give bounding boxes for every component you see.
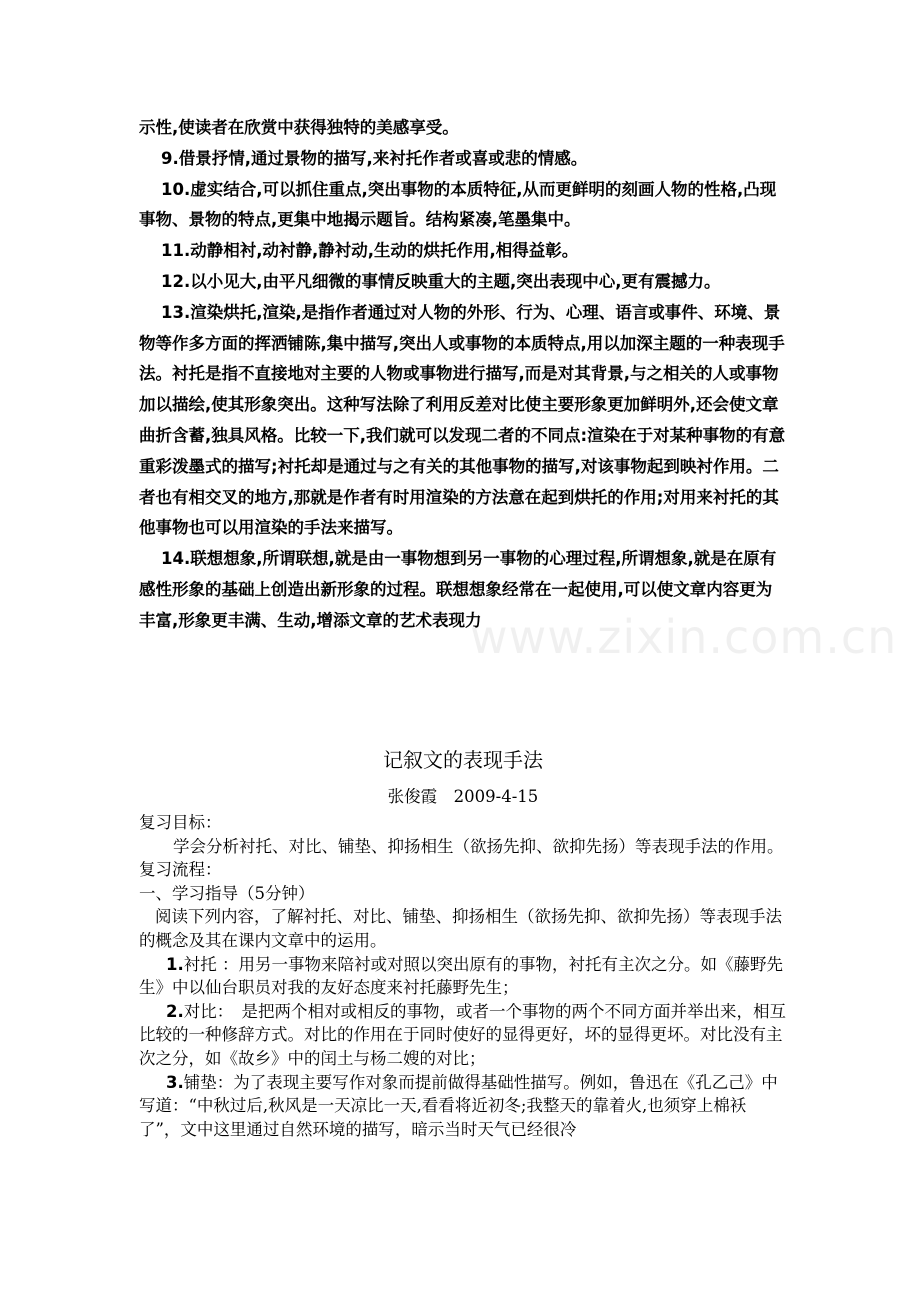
list-item-3-number: 3. xyxy=(166,1072,184,1092)
list-item-3-text: 铺垫：为了表现主要写作对象而提前做得基础性描写。例如，鲁迅在《孔乙己》中写道：“中秋过后,秋风是一天凉比一天,看看将近初冬;我整天的靠着火,也须穿上棉袄了”，文中这里通过自然环境的描写，暗示当时天气已经很冷 xyxy=(139,1072,778,1139)
paragraph-item-9: 9.借景抒情,通过景物的描写,来衬托作者或喜或悲的情感。 xyxy=(161,148,588,168)
intro-paragraph: 阅读下列内容，了解衬托、对比、铺垫、抑扬相生（欲扬先抑、欲抑先扬）等表现手法的概念及其在课内文章中的运用。 xyxy=(139,907,782,950)
document-title: 记叙文的表现手法 xyxy=(383,748,543,772)
paragraph-item-14: 14.联想想象,所谓联想,就是由一事物想到另一事物的心理过程,所谓想象,就是在原有感性形象的基础上创造出新形象的过程。联想想象经常在一起使用,可以使文章内容更为丰富,形象更丰满、生动,增添文章的艺术表现力 xyxy=(139,549,777,630)
list-item-2-number: 2. xyxy=(166,1001,184,1021)
goal-heading: 复习目标： xyxy=(139,813,222,832)
flow-heading: 复习流程： xyxy=(139,860,222,880)
list-item-1-text: 衬托 ：用另一事物来陪衬或对照以突出原有的事物，衬托有主次之分。如《藤野先生》中以仙台职员对我的友好态度来衬托藤野先生； xyxy=(139,954,783,998)
author-date: 张俊霞 2009-4-15 xyxy=(387,787,539,806)
paragraph-item-11: 11.动静相衬,动衬静,静衬动,生动的烘托作用,相得益彰。 xyxy=(161,241,579,261)
list-item-1 xyxy=(139,953,787,1000)
goal-text: 学会分析衬托、对比、铺垫、抑扬相生（欲扬先抑、欲抑先扬）等表现手法的作用。 xyxy=(173,836,784,856)
list-item-1-number: 1. xyxy=(166,954,184,974)
section-heading-1: 一、学习指导（5分钟） xyxy=(139,883,315,903)
lower-text-block xyxy=(139,745,787,1141)
list-item-3 xyxy=(139,1071,787,1142)
paragraph-item-12: 12.以小见大,由平凡细微的事情反映重大的主题,突出表现中心,更有震撼力。 xyxy=(161,271,721,291)
paragraph-item-13: 13.渲染烘托,渲染,是指作者通过对人物的外形、行为、心理、语言或事件、环境、景物等作多方面的挥洒铺陈,集中描写,突出人或事物的本质特点,用以加深主题的一种表现手法。衬托是指不直接地对主要的人物或事物进行描写,而是对其背景,与之相关的人或事物加以描绘,使其形象突出。这种写法除了利用反差对比使主要形象更加鲜明外,还会使文章曲折含蓄,独具风格。比较一下,我们就可以发现二者的不同点:渲染在于对某种事物的有意重彩泼墨式的描写;衬托却是通过与之有关的其他事物的描写,对该事物起到映衬作用。二者也有相交叉的地方,那就是作者有时用渲染的方法意在起到烘托的作用;对用来衬托的其他事物也可以用渲染的手法来描写。 xyxy=(139,302,786,538)
paragraph-item-10: 10.虚实结合,可以抓住重点,突出事物的本质特征,从而更鲜明的刻画人物的性格,凸现事物、景物的特点,更集中地揭示题旨。结构紧凑,笔墨集中。 xyxy=(139,179,777,230)
list-item-2-text: 对比： 是把两个相对或相反的事物，或者一个事物的两个不同方面并举出来，相互比较的一种修辞方式。对比的作用在于同时使好的显得更好，坏的显得更坏。对比没有主次之分，如《故乡》中的闰土与杨二嫂的对比； xyxy=(139,1001,786,1068)
list-item-2 xyxy=(139,1000,787,1071)
upper-text-block xyxy=(139,113,787,637)
paragraph-continuation: 示性,使读者在欣赏中获得独特的美感享受。 xyxy=(139,118,459,137)
watermark: www.zixin.com.cn xyxy=(470,610,898,664)
